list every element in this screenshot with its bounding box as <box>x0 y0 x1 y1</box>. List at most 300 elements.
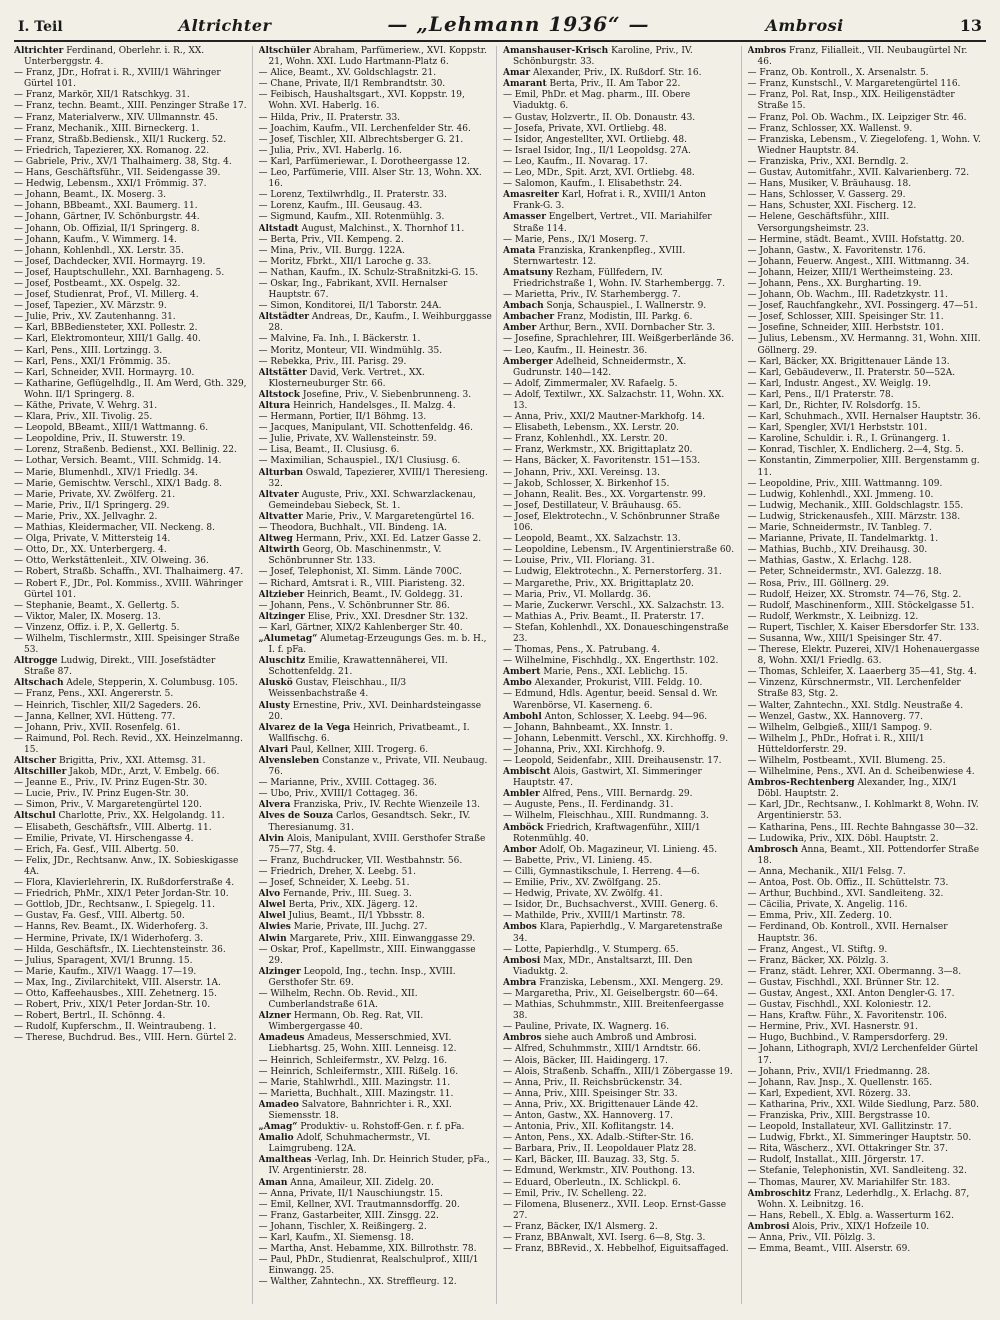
entry-text: — Lucie, Priv., IV. Prinz Eugen-Str. 30. <box>14 789 189 800</box>
entry-text: — Rudolf, Installat., XIII. Jörgerstr. 17. <box>747 1155 925 1166</box>
directory-entry <box>748 667 983 678</box>
entry-text: Anna, Amaileur, XII. Zidelg. 20. <box>290 1177 434 1188</box>
entry-text: — Franz, Bäcker, XX. Pölzlg. 3. <box>747 955 889 966</box>
directory-entry <box>14 900 248 911</box>
directory-entry <box>503 867 737 878</box>
directory-entry <box>748 867 983 878</box>
directory-entry <box>259 113 493 124</box>
entry-text: — Marie, Priv., II/1 Springerg. 29. <box>14 500 170 511</box>
directory-entry <box>503 1100 737 1111</box>
directory-entry <box>14 113 248 124</box>
directory-entry <box>14 856 248 878</box>
entry-surname: Altschul <box>14 811 56 822</box>
entry-text: — Berta, Priv., VII. Kempeng. 2. <box>258 234 404 245</box>
directory-entry <box>259 246 493 257</box>
entry-surname: Ambros <box>747 46 787 56</box>
directory-entry <box>259 945 493 967</box>
entry-text: — Margarethe, Priv., XX. Brigittaplatz 20. <box>503 578 694 589</box>
directory-entry <box>503 1056 737 1067</box>
directory-entry <box>14 1011 248 1022</box>
directory-entry <box>259 401 493 412</box>
directory-entry <box>14 135 248 146</box>
directory-entry <box>14 1000 248 1011</box>
entry-text: — Gustav, Holzvertr., II. Ob. Donaustr. 43. <box>503 112 696 123</box>
entry-text: — Oskar, Ing., Fabrikant, XVII. Hernalser Hauptstr. 67. <box>258 278 448 301</box>
directory-entry <box>14 312 248 323</box>
entry-text: Hermann, Ob. Reg. Rat, VII. Wimbergergasse 40. <box>268 1011 424 1033</box>
directory-entry <box>14 545 248 556</box>
entry-text: — Lothar, Versich. Beamt., VIII. Schmidg. 14. <box>14 456 222 467</box>
entry-text: — Leo, Kaufm., II. Novarag. 17. <box>503 156 648 167</box>
entry-surname: Aluschitz <box>258 656 306 667</box>
directory-entry <box>259 623 493 634</box>
entry-text: — Malvine, Fa. Inh., I. Bäckerstr. 1. <box>258 334 421 345</box>
entry-surname: Ambo <box>503 678 532 689</box>
directory-entry <box>748 379 983 390</box>
entry-text: — Lorenz, Textilwrhdlg., II. Praterstr. 33. <box>258 190 447 201</box>
directory-entry <box>259 745 493 756</box>
directory-entry <box>503 1044 737 1055</box>
directory-entry <box>259 634 493 656</box>
directory-entry <box>503 656 737 667</box>
entry-text: — Wilhelm J., PhDr., Hofrat i. R., XIII/1 Hütteldorferstr. 29. <box>747 733 925 755</box>
directory-entry <box>14 823 248 834</box>
entry-text: — Franz, Buchdrucker, VII. Westbahnstr. 56. <box>258 855 463 866</box>
entry-text: Klara, Papierhdlg., V. Margaretenstraße 34. <box>513 922 723 944</box>
entry-text: Emilie, Krawattennäherei, VII. Schottenfeldg. 21. <box>268 656 448 678</box>
directory-entry <box>14 834 248 845</box>
entry-surname: Alvari <box>258 744 289 755</box>
directory-entry <box>748 1033 983 1044</box>
entry-text: — Chane, Private, II/1 Rembrandtstr. 30. <box>258 79 446 90</box>
directory-entry <box>14 723 248 734</box>
directory-entry <box>748 179 983 190</box>
entry-text: — Anna, Priv., XXI/2 Mautner-Markhofg. 14. <box>503 412 706 423</box>
directory-entry <box>259 445 493 456</box>
entry-text: — Susanna, Ww., XIII/1 Speisinger Str. 47. <box>747 633 942 644</box>
directory-column <box>503 46 742 1304</box>
directory-entry <box>748 645 983 667</box>
entry-text: — Louise, Priv., VII. Floriang. 31. <box>503 556 655 567</box>
entry-text: — Barbara, Priv., II. Leopoldauer Platz 28. <box>503 1144 697 1155</box>
directory-entry <box>503 1166 737 1177</box>
entry-text: — Hilda, Geschäftsfr., IX. Liechtensteinstr. 36. <box>14 944 226 955</box>
directory-entry <box>259 456 493 467</box>
entry-text: — Johann, Feuerw. Angest., XIII. Wittmanng. 34. <box>747 256 970 267</box>
directory-entry <box>503 1155 737 1166</box>
directory-entry <box>503 712 737 723</box>
entry-text: — Franz, Ob. Kontroll., X. Arsenalstr. 5. <box>747 68 929 79</box>
entry-surname: Amanshauser-Krisch <box>503 46 609 56</box>
directory-entry <box>259 224 493 235</box>
directory-entry <box>748 823 983 834</box>
entry-text: — Walter, Zahntechn., XXI. Stdlg. Neustraße 4. <box>747 700 964 711</box>
entry-text: — Franziska, Priv., XXI. Berndlg. 2. <box>747 156 909 167</box>
directory-entry <box>503 168 737 179</box>
entry-text: — Johann, Ob. Offizial, II/1 Springerg. 8. <box>14 223 200 234</box>
entry-text: — Franz, Gastarbeiter, XIII. Zinsgg. 22. <box>258 1210 439 1221</box>
directory-entry <box>14 46 248 68</box>
entry-text: — Hedwig, Lebensm., XXI/1 Frömmig. 37. <box>14 179 207 190</box>
entry-text: Charlotte, Priv., XX. Helgolandg. 11. <box>58 811 225 822</box>
entry-text: Marie, Priv., V. Margaretengürtel 16. <box>305 511 475 522</box>
entry-text: — Karl, Pens., II/1 Praterstr. 78. <box>747 389 894 400</box>
directory-entry <box>259 534 493 545</box>
directory-entry <box>503 567 737 578</box>
directory-entry <box>259 1211 493 1222</box>
entry-text: — Josef, Schlosser, XIII. Speisinger Str. 11. <box>747 312 944 323</box>
directory-entry <box>259 468 493 490</box>
entry-text: — Karl, Dr., Richter, IV. Rolsdorfg. 15. <box>747 401 921 411</box>
directory-entry <box>503 789 737 800</box>
directory-entry <box>748 1078 983 1089</box>
entry-text: — Wilhelm, Fleischhau., XIII. Rundmanng. 3. <box>503 811 709 822</box>
directory-entry <box>503 268 737 290</box>
entry-text: — Paul, PhDr., Studienrat, Realschulprof., XIII/1 Einwangg. 25. <box>258 1255 479 1277</box>
directory-entry <box>259 590 493 601</box>
directory-entry <box>748 1122 983 1133</box>
directory-entry <box>259 789 493 800</box>
directory-column <box>259 46 498 1304</box>
entry-surname: Ambach <box>503 301 544 312</box>
directory-entry <box>503 512 737 534</box>
entry-surname: Ambros <box>503 1033 542 1044</box>
directory-entry <box>503 900 737 911</box>
directory-entry <box>748 1067 983 1078</box>
entry-text: — Leopoldine, Priv., XIII. Wattmanng. 109. <box>747 478 943 489</box>
entry-text: — Auguste, Pens., II. Ferdinandg. 31. <box>503 800 674 811</box>
directory-entry <box>503 734 737 745</box>
directory-entry <box>503 922 737 944</box>
entry-text: — Klara, Priv., XII. Tivolig. 25. <box>14 412 153 423</box>
directory-entry <box>259 212 493 223</box>
directory-entry <box>259 146 493 157</box>
entry-surname: Altstätter <box>258 367 307 378</box>
directory-entry <box>748 1111 983 1122</box>
directory-entry <box>503 124 737 135</box>
directory-entry <box>259 1067 493 1078</box>
entry-text: — Edmund, Werkmstr., XIV. Pouthong. 13. <box>503 1166 696 1177</box>
directory-entry <box>259 235 493 246</box>
directory-entry <box>748 1089 983 1100</box>
directory-entry <box>748 534 983 545</box>
entry-text: — Heinrich, Schleifermstr., XV. Pelzg. 16. <box>258 1055 448 1066</box>
entry-text: — Julie, Private, XV. Wallensteinstr. 59. <box>258 434 437 445</box>
entry-text: — Rebekka, Priv., III. Parisg. 29. <box>258 356 407 367</box>
directory-entry <box>503 1000 737 1022</box>
entry-text: — Konrad, Tischler, X. Endlicherg. 2—4, Stg. 5. <box>747 445 964 456</box>
entry-text: — Julia, Priv., XVI. Haberlg. 16. <box>258 145 402 156</box>
entry-text: Engelbert, Vertret., VII. Mariahilfer Straße 114. <box>513 212 712 234</box>
entry-text: — Josefine, Sprachlehrer, III. Weißgerberlände 36. <box>503 334 734 345</box>
entry-text: — Anna, Private, II/1 Nauschiungstr. 15. <box>258 1188 443 1199</box>
entry-text: Franz, Filialleit., VII. Neubaugürtel Nr. 46. <box>757 46 968 68</box>
entry-surname: Amata <box>503 245 536 256</box>
entry-text: — Franz, JDr., Hofrat i. R., XVIII/1 Währinger Gürtel 101. <box>14 68 221 90</box>
entry-surname: Ambor <box>503 844 537 855</box>
entry-text: Max, MDr., Anstaltsarzt, III. Den Viaduktg. 2. <box>513 955 693 977</box>
directory-entry <box>503 1033 737 1044</box>
entry-text: — Mathias, Gastw., X. Erlachg. 128. <box>747 556 912 567</box>
entry-text: — Marie, Schneidermstr., IV. Tanbleg. 7. <box>747 523 932 534</box>
page-number: 13 <box>959 16 982 35</box>
entry-text: Berta, Priv., II. Am Tabor 22. <box>549 79 681 90</box>
entry-text: — Gustav, Angest., XXI. Anton Dengler-G. 17. <box>747 988 955 999</box>
directory-entry <box>259 1255 493 1277</box>
directory-entry <box>259 545 493 567</box>
entry-text: — Adolf, Zimmermaler, XV. Rafaelg. 5. <box>503 378 678 389</box>
directory-entry <box>748 79 983 90</box>
entry-surname: Ambohl <box>503 711 542 722</box>
directory-entry <box>748 1211 983 1222</box>
directory-entry <box>748 1133 983 1144</box>
entry-text: — Josef, Destillateur, V. Bräuhausg. 65. <box>503 500 682 511</box>
directory-entry <box>503 978 737 989</box>
entry-text: Ferdinand, Oberlehr. i. R., XX. Unterberggstr. 4. <box>24 46 205 68</box>
entry-text: — Karl, Schuhmach., XVII. Hernalser Hauptstr. 36. <box>747 412 981 423</box>
directory-entry <box>259 512 493 523</box>
directory-entry <box>748 368 983 379</box>
entry-text: — Johann, Ob. Wachm., III. Radetzkystr. 11. <box>747 290 948 301</box>
entry-text: — Marie, Kaufm., XIV/1 Waagg. 17—19. <box>14 966 197 977</box>
entry-surname: Ambosi <box>503 955 541 966</box>
entry-surname: Alvo <box>258 889 281 900</box>
entry-text: — Ludwig, Kohlenhdl., XXI. Jmmeng. 10. <box>747 489 934 500</box>
entry-text: — Robert, Straßb. Schaffn., XVI. Thalhaimerg. 47. <box>14 567 244 578</box>
directory-entry <box>503 623 737 645</box>
entry-surname: Alwies <box>258 922 291 933</box>
entry-text: — Johann, Priv., XVII. Rosenfelg. 61. <box>14 722 181 733</box>
directory-entry <box>748 712 983 723</box>
directory-entry <box>503 212 737 234</box>
entry-text: Constanze v., Private, VII. Neubaug. 76. <box>268 756 488 778</box>
directory-entry <box>14 412 248 423</box>
entry-text: — Mina, Priv., VII. Burgg. 122A. <box>258 245 406 256</box>
entry-text: siehe auch Ambroß und Ambrosi. <box>544 1033 697 1044</box>
entry-text: — Wilhelmine, Fischhdlg., XX. Engerthstr. 102. <box>503 656 719 667</box>
entry-text: — Anna, Priv., XIII. Speisinger Str. 33. <box>503 1088 678 1099</box>
entry-text: — Josef, Postbeamt., XX. Ospelg. 32. <box>14 278 181 289</box>
entry-text: — Konstantin, Zimmerpolier, XIII. Bergenstamm g. 11. <box>747 456 980 478</box>
directory-entry <box>14 701 248 712</box>
entry-text: — Marie, Pens., IX/1 Moserg. 7. <box>503 234 649 245</box>
directory-entry <box>259 1244 493 1255</box>
directory-entry <box>503 1178 737 1189</box>
entry-text: — Martha, Anst. Hebamme, XIX. Billrothstr. 78. <box>258 1244 477 1255</box>
directory-entry <box>503 79 737 90</box>
entry-text: Ernestine, Priv., XVI. Deinhardsteingasse 20. <box>268 700 482 722</box>
entry-text: — Franz, Materialverw., XIV. Ullmannstr. 45. <box>14 112 218 123</box>
entry-text: — Johann, Lithograph, XVI/2 Lerchenfelder Gürtel 17. <box>747 1044 978 1066</box>
directory-entry <box>748 157 983 168</box>
directory-entry <box>14 889 248 900</box>
entry-text: Adolf, Ob. Magazineur, VI. Linieng. 45. <box>539 844 718 855</box>
directory-entry <box>503 179 737 190</box>
entry-text: Alexander, Prokurist, VIII. Feldg. 10. <box>534 678 703 689</box>
entry-text: — Max, Ing., Zivilarchitekt, VIII. Alserstr. 1A. <box>14 977 221 988</box>
directory-entry <box>14 101 248 112</box>
entry-text: Ludwig, Direkt., VIII. Josefstädter Straße 87. <box>24 656 216 678</box>
directory-entry <box>259 1178 493 1189</box>
directory-entry <box>14 712 248 723</box>
entry-text: — Wilhelmine, Pens., XVI. An d. Scheibenwiese 4. <box>747 767 975 778</box>
directory-entry <box>748 445 983 456</box>
entry-text: — Arthur, Buchbind., XVI. Sandleiteng. 32. <box>747 889 944 900</box>
entry-text: — Thomas, Schleifer, X. Laaerberg 35—41, Stg. 4. <box>747 667 977 678</box>
directory-entry <box>748 401 983 412</box>
entry-text: — Filomena, Blusenerz., XVII. Leop. Ernst-Gasse 27. <box>503 1199 727 1221</box>
entry-text: — Katharina, Priv., XXI. Wilde Siedlung, Parz. 580. <box>747 1099 979 1110</box>
entry-text: — Franz, BBRevid., X. Hebbelhof, Eiguitsaffaged. <box>503 1244 729 1255</box>
entry-text: — Franz, Angest., VI. Stiftg. 9. <box>747 944 888 955</box>
entry-text: — Gustav, Fa. Gesf., VIII. Albertg. 50. <box>14 911 185 922</box>
entry-surname: Altschiller <box>14 767 67 778</box>
entry-surname: Altvatter <box>258 511 303 522</box>
entry-text: — Josef, Hauptschullehr., XXI. Barnhageng. 5. <box>14 267 225 278</box>
entry-text: — Franz, Kohlenhdl., XX. Lerstr. 20. <box>503 434 668 445</box>
entry-surname: Altschüler <box>258 46 311 56</box>
entry-text: — Johann, Rav. Jnsp., X. Quellenstr. 165. <box>747 1077 933 1088</box>
directory-entry <box>748 201 983 212</box>
entry-text: Adelheid, Schneidermstr., X. Gudrunstr. 140—142. <box>513 356 687 378</box>
entry-text: — Emilie, Private, VI. Hirschengasse 4. <box>14 833 194 844</box>
entry-text: — Anna, Priv., II. Reichsbrückenstr. 34. <box>503 1077 683 1088</box>
entry-text: — Julius, Lebensm., XV. Hermanng. 31, Wohn. XIII. Göllnerg. 29. <box>747 334 981 356</box>
directory-entry <box>748 279 983 290</box>
directory-entry <box>259 1122 493 1133</box>
directory-entry <box>14 756 248 767</box>
entry-text: — Josefine, Schneider, XIII. Herbststr. 101. <box>747 323 944 334</box>
entry-text: — Johann, Beamt., IX. Moserg. 3. <box>14 190 167 201</box>
directory-entry <box>748 1189 983 1211</box>
directory-entry <box>748 967 983 978</box>
directory-entry <box>14 878 248 889</box>
entry-surname: Amasreiter <box>503 190 559 201</box>
entry-text: — Leopoldine, Priv., II. Stuwerstr. 19. <box>14 434 186 445</box>
entry-text: — Ludwig, Fbrkt., XI. Simmeringer Hauptstr. 50. <box>747 1133 972 1144</box>
directory-entry <box>748 601 983 612</box>
directory-entry <box>748 501 983 512</box>
directory-entry <box>503 1144 737 1155</box>
entry-text: — Franz, BBAnwalt, XVI. Iserg. 6—8, Stg. 3. <box>503 1233 706 1244</box>
entry-text: — Karoline, Schuldir. i. R., I. Grünangerg. 1. <box>747 434 951 445</box>
entry-text: — Emil, Priv., IV. Schelleng. 22. <box>503 1188 647 1199</box>
entry-text: — Leopold, Installateur, XVI. Gallitzinstr. 17. <box>747 1122 952 1133</box>
entry-text: — Anna, Mechanik., XII/1 Felsg. 7. <box>747 866 906 877</box>
directory-entry <box>259 523 493 534</box>
directory-entry <box>503 1111 737 1122</box>
directory-entry <box>503 1222 737 1233</box>
directory-entry <box>14 501 248 512</box>
directory-entry <box>748 900 983 911</box>
entry-text: — Leopoldine, Lebensm., IV. Argentinierstraße 60. <box>503 545 735 556</box>
directory-entry <box>748 190 983 201</box>
directory-entry <box>14 124 248 135</box>
entry-text: — Karl, Spengler, XVI/1 Herbststr. 101. <box>747 423 928 434</box>
directory-entry <box>748 479 983 490</box>
directory-entry <box>259 989 493 1011</box>
entry-text: — Hermann, Portier, II/1 Böhmg. 13. <box>258 412 427 423</box>
directory-entry <box>748 922 983 944</box>
directory-entry <box>14 68 248 90</box>
entry-text: — Heinrich, Tischler, XII/2 Sageders. 26. <box>14 700 201 711</box>
entry-text: — Anton, Gastw., XX. Hannoverg. 17. <box>503 1111 673 1121</box>
entry-text: — Marie, Priv., XX. Jellvaghr. 2. <box>14 511 158 522</box>
directory-entry <box>503 1133 737 1144</box>
entry-text: — Franz, Kunstschl., V. Margaretengürtel 116. <box>747 79 961 90</box>
directory-entry <box>748 68 983 79</box>
directory-entry <box>14 190 248 201</box>
directory-entry <box>14 956 248 967</box>
directory-entry <box>503 845 737 856</box>
directory-entry <box>14 656 248 678</box>
directory-entry <box>259 878 493 889</box>
entry-text: — Mathias, Kleidermacher, VII. Neckeng. 8. <box>14 523 215 534</box>
directory-entry <box>503 545 737 556</box>
directory-entry <box>748 434 983 445</box>
entry-surname: Amaltheas <box>258 1155 312 1166</box>
directory-entry <box>748 490 983 501</box>
entry-text: — Robert, Priv., XIX/1 Peter Jordan-Str. 10. <box>14 1000 211 1011</box>
directory-entry <box>748 734 983 756</box>
entry-text: — Karl, Pens., XIII. Lortzingg. 3. <box>14 345 163 356</box>
entry-text: Abraham, Parfümeriew., XVI. Koppstr. 21, Wohn. XXI. Ludo Hartmann-Platz 6. <box>268 46 487 68</box>
directory-entry <box>259 723 493 745</box>
directory-entry <box>259 579 493 590</box>
directory-entry <box>503 689 737 711</box>
publication-title: — „Lehmann 1936“ — <box>387 12 650 36</box>
directory-entry <box>259 800 493 811</box>
directory-entry <box>503 1233 737 1244</box>
directory-entry <box>14 534 248 545</box>
entry-text: — Wilhelm, Rechn. Ob. Revid., XII. Cumberlandstraße 61A. <box>258 988 418 1011</box>
directory-entry <box>259 900 493 911</box>
entry-text: Anna, Beamt., XII. Pottendorfer Straße 18. <box>757 844 980 866</box>
directory-entry <box>503 534 737 545</box>
directory-entry <box>503 90 737 112</box>
entry-text: — Franz, Pol. Ob. Wachm., IX. Leipziger Str. 46. <box>747 112 967 123</box>
entry-text: — Josef, Tischler, XII. Albrechtsberger G. 21. <box>258 134 464 145</box>
entry-text: — Therese, Buchdrud. Bes., VIII. Hern. Gürtel 2. <box>14 1033 237 1044</box>
entry-surname: Aluskö <box>258 678 293 689</box>
directory-entry <box>259 856 493 867</box>
entry-surname: Altstädter <box>258 312 310 323</box>
entry-text: — Marietta, Buchhalt., XIII. Mazingstr. 11. <box>258 1088 454 1099</box>
directory-entry <box>503 1067 737 1078</box>
part-label: I. Teil <box>18 19 63 35</box>
entry-surname: Altrichter <box>14 46 64 56</box>
directory-entry <box>14 623 248 634</box>
entry-text: — Emma, Beamt., VIII. Alserstr. 69. <box>747 1244 911 1255</box>
entry-text: — Rudolf, Heizer, XX. Stromstr. 74—76, Stg. 2. <box>747 589 962 600</box>
entry-text: — Mathilde, Priv., XVIII/1 Martinstr. 78. <box>503 911 686 922</box>
entry-text: — Franz, Pol. Rat, Insp., XIX. Heiligenstädter Straße 15. <box>747 90 955 112</box>
entry-text: Adele, Stepperin, X. Columbusg. 105. <box>66 678 238 689</box>
entry-text: — Margaretha, Priv., XI. Geiselbergstr. 60—64. <box>503 988 718 999</box>
entry-text: — Walther, Zahntechn., XX. Streffleurg. 12. <box>258 1277 457 1288</box>
directory-entry <box>259 811 493 833</box>
directory-entry <box>748 246 983 257</box>
directory-entry <box>259 678 493 700</box>
entry-text: — Marie, Private, XV. Zwölferg. 21. <box>14 489 176 500</box>
directory-entry <box>14 934 248 945</box>
directory-entry <box>259 312 493 334</box>
entry-text: — Johann, Pens., XX. Burgharting. 19. <box>747 278 922 289</box>
directory-entry <box>503 490 737 501</box>
entry-text: — Josef, Telephonist, XI. Simm. Lände 700C. <box>258 567 462 578</box>
directory-page <box>14 10 986 1310</box>
directory-entry <box>748 1233 983 1244</box>
